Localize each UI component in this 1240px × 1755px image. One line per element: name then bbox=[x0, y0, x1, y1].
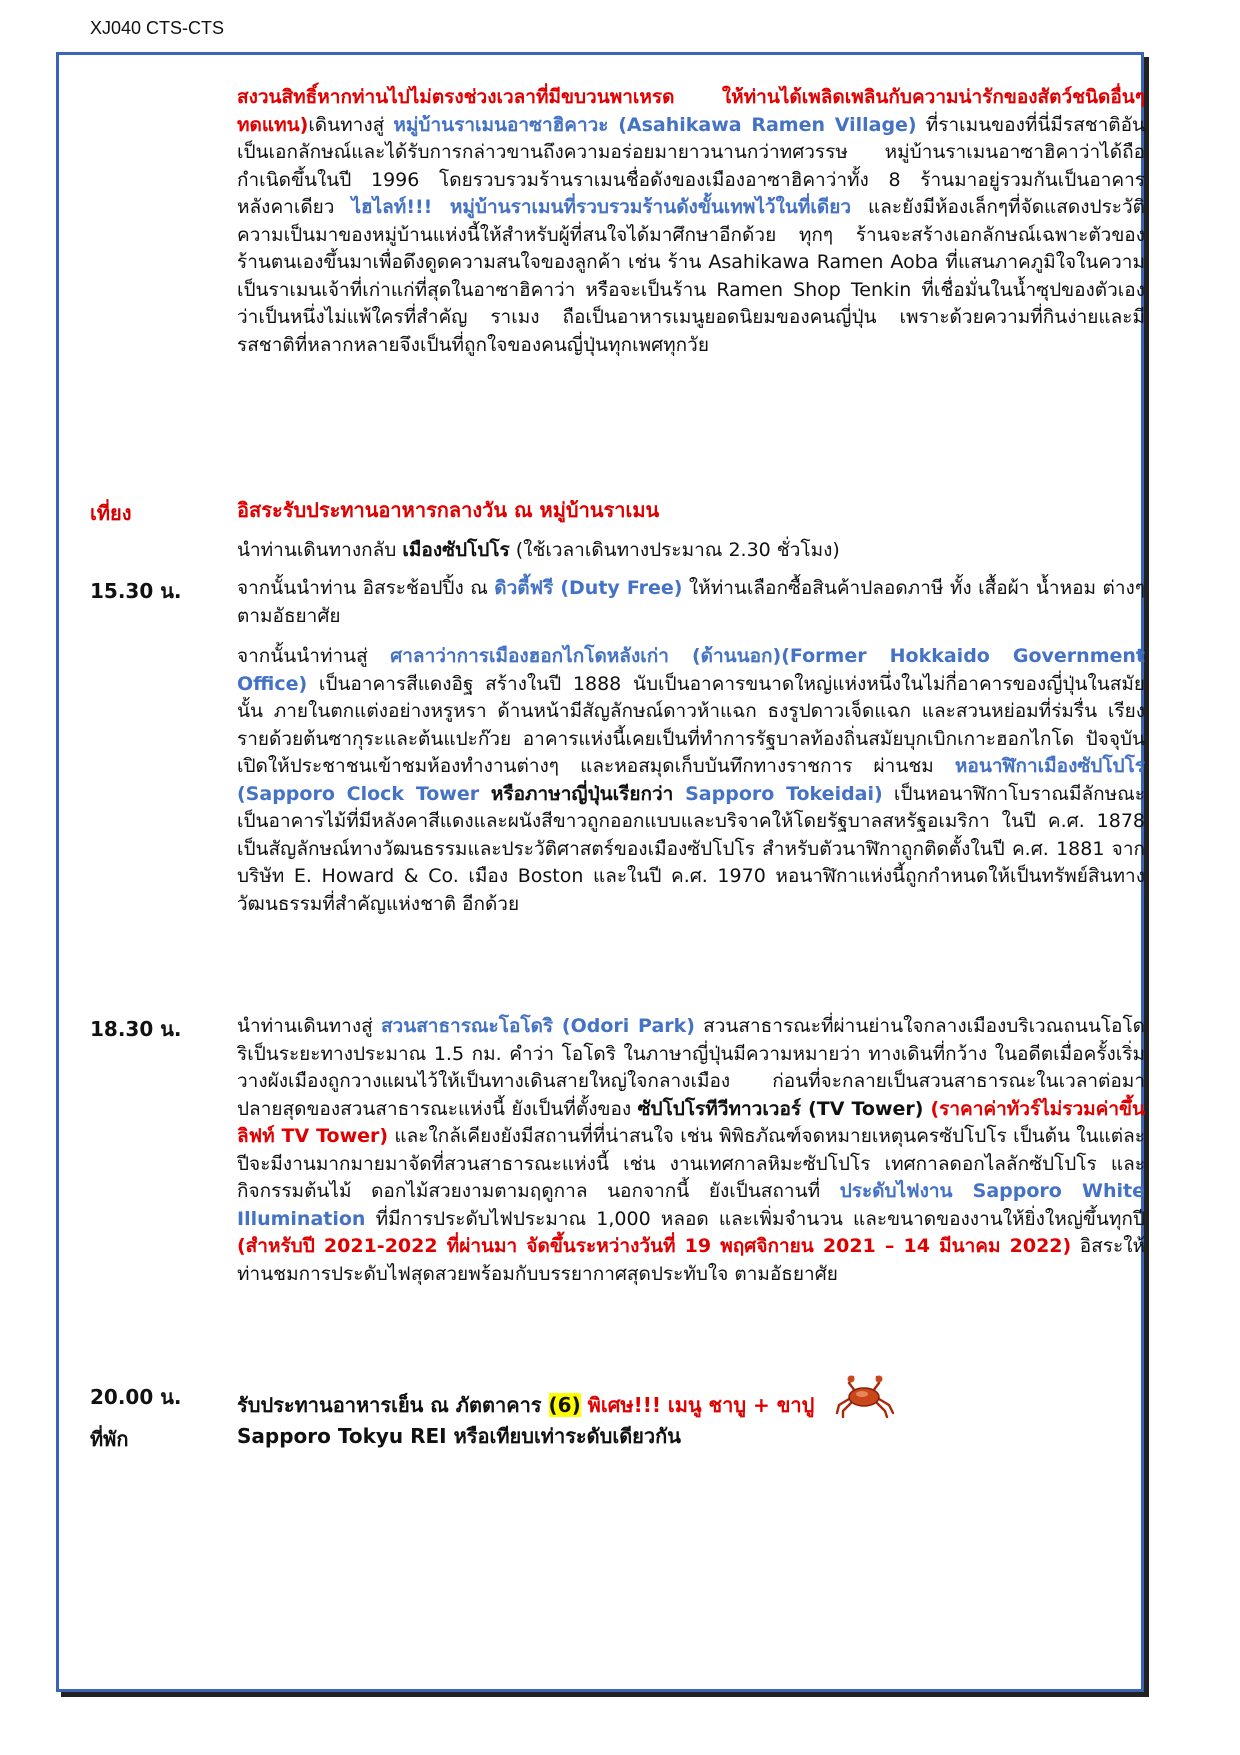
document-code: XJ040 CTS-CTS bbox=[90, 18, 225, 38]
tv-tower-note: (ราคาค่าทัวร์ไม่รวมค่าขึ้นลิฟท์ TV Tower) bbox=[237, 1097, 1146, 1147]
tokeidai-name: Sapporo Tokeidai) bbox=[685, 782, 883, 805]
return-city: เมืองซัปโปโร bbox=[402, 539, 510, 561]
illumination-date-note: (สำหรับปี 2021-2022 ที่ผ่านมา จัดขึ้นระหว่างวันที่ 19 พฤศจิกายน 2021 – 14 มีนาคม 2022) bbox=[237, 1235, 1072, 1257]
crab-icon bbox=[835, 1375, 895, 1427]
former-office-text bbox=[237, 643, 1145, 918]
clock-tower-para: เป็นหอนาฬิกาโบราณมีลักษณะเป็นอาคารไม้ที่มีหลังคาสีแดงและผนังสีขาวถูกออกแบบและบริจาคให้โดยรัฐบาลสหรัฐอเมริกา ในปี ค.ศ. 1878 เป็นสัญลักษณ์ทางวัฒนธรรมและประวัติศาสตร์ของเมืองซัปโปโร สำหรับตัวนาฬิกาถูกติดตั้งในปี ค.ศ. 1881 จากบริษัท E. Howard & Co. เมือง Boston และในปี ค.ศ. 1970 หอนาฬิกาแห่งนี้ถูกกำหนดให้เป็นทรัพย์สินทางวัฒนธรรมที่สำคัญแห่งชาติ อีกด้วย bbox=[237, 782, 1145, 915]
odori-park-name: สวนสาธารณะโอโดริ (Odori Park) bbox=[380, 1015, 695, 1037]
odori-para3: ที่มีการประดับไฟประมาณ 1,000 หลอด และเพิ่มจำนวน และขนาดของงานให้ยิ่งใหญ่ขึ้นทุกปี bbox=[365, 1207, 1145, 1230]
tv-tower-name: ซัปโปโรทีวีทาวเวอร์ (TV Tower) bbox=[637, 1097, 924, 1120]
return-pre: นำท่านเดินทางกลับ bbox=[237, 539, 403, 561]
odori-pre: นำท่านเดินทางสู่ bbox=[237, 1015, 381, 1037]
dinner-text bbox=[237, 1375, 1145, 1427]
dinner-special: พิเศษ!!! เมนู ชาบู + ขาปู bbox=[580, 1393, 815, 1418]
odori-para4: อิสระให้ท่านชมการประดับไฟสุดสวยพร้อมกับบรรยากาศสุดประทับใจ ตามอัธยาศัย bbox=[237, 1235, 1145, 1285]
travel-to: เดินทางสู่ bbox=[308, 113, 385, 136]
ramen-village-para2: และยังมีห้องเล็กๆที่จัดแสดงประวัติความเป็นมาของหมู่บ้านแห่งนี้ให้สำหรับผู้ที่สนใจได้มาศึกษาอีกด้วย ทุกๆ ร้านจะสร้างเอกลักษณ์เฉพาะตัวของร้านตนเองขึ้นมาเพื่อดึงดูดความสนใจของลูกค้า เช่น ร้าน Asahikawa Ramen Aoba ที่แสนภาคภูมิใจในความเป็นราเมนเจ้าที่เก่าแก่ที่สุดในอาซาฮิคาว่า หรือจะเป็นร้าน Ramen Shop Tenkin ที่เชื่อมั่นในน้ำซุปของตัวเองว่าเป็นหนึ่งไม่แพ้ใครที่สำคัญ ราเมง ถือเป็นอาหารเมนูยอดนิยมของคนญี่ปุ่น เพราะด้วยความที่กินง่ายและมีรสชาติที่หลากหลายจึงเป็นที่ถูกใจของคนญี่ปุ่นทุกเพศทุกวัย bbox=[237, 196, 1145, 356]
time-1830-label: 18.30 น. bbox=[90, 1017, 182, 1041]
illumination-name: ประดับไฟงาน Sapporo White Illumination bbox=[237, 1180, 1145, 1230]
parade-note: สงวนสิทธิ์หากท่านไปไม่ตรงช่วงเวลาที่มีขบวนพาเหรด ให้ท่านได้เพลิดเพลินกับความน่ารักของสัตว์ชนิดอื่นๆ ทดแทน) bbox=[237, 86, 1145, 136]
return-text bbox=[237, 537, 1145, 565]
meal-number: (6) bbox=[548, 1393, 581, 1418]
time-1530-label: 15.30 น. bbox=[90, 579, 182, 603]
hotel-label: ที่พัก bbox=[90, 1427, 129, 1451]
or-called: หรือภาษาญี่ปุ่นเรียกว่า bbox=[479, 782, 686, 805]
return-post: (ใช้เวลาเดินทางประมาณ 2.30 ชั่วโมง) bbox=[509, 539, 840, 561]
ramen-village-name: หมู่บ้านราเมนอาซาฮิคาวะ (Asahikawa Ramen Village) bbox=[393, 113, 917, 136]
ramen-highlight: ไฮไลท์!!! หมู่บ้านราเมนที่รวบรวมร้านดังขั้นเทพไว้ในที่เดียว bbox=[351, 196, 851, 218]
dinner-pre: รับประทานอาหารเย็น ณ ภัตตาคาร bbox=[237, 1393, 549, 1418]
lunch-text: อิสระรับประทานอาหารกลางวัน ณ หมู่บ้านราเมน bbox=[237, 498, 660, 522]
ramen-village-para1: ที่ราเมนของที่นี่มีรสชาติอันเป็นเอกลักษณ์และได้รับการกล่าวขานถึงความอร่อยมายาวนานกว่าทศวรรษ หมู่บ้านราเมนอาซาฮิคาว่าได้ถือกำเนิดขึ้นในปี 1996 โดยรวบรวมร้านราเมนชื่อดังของเมืองอาซาฮิคาว่าทั้ง 8 ร้านมาอยู่รวมกันเป็นอาคารหลังคาเดียว bbox=[237, 113, 1146, 218]
duty-free-pre: จากนั้นนำท่าน อิสระช้อปปิ้ง ณ bbox=[237, 577, 495, 599]
time-2000-label: 20.00 น. bbox=[90, 1385, 182, 1409]
former-office-name: ศาลาว่าการเมืองฮอกไกโดหลังเก่า (ด้านนอก)(Former Hokkaido Government Office) bbox=[237, 645, 1145, 695]
former-office-pre: จากนั้นนำท่านสู่ bbox=[237, 645, 391, 667]
former-office-para: เป็นอาคารสีแดงอิฐ สร้างในปี 1888 นับเป็นอาคารขนาดใหญ่แห่งหนึ่งในไม่กี่อาคารของญี่ปุ่นในสมัยนั้น ภายในตกแต่งอย่างหรูหรา ด้านหน้ามีสัญลักษณ์ดาวห้าแฉก ธงรูปดาวเจ็ดแฉก และสวนหย่อมที่ร่มรื่น เรียงรายด้วยต้นซากุระและต้นแปะก๊วย อาคารแห่งนี้เคยเป็นที่ทำการรัฐบาลท้องถิ่นสมัยบุกเบิกเกาะฮอกไกโด ปัจจุบันเปิดให้ประชาชนเข้าชมห้องทำงานต่างๆ และหอสมุดเก็บบันทึกทางราชการ ผ่านชม bbox=[237, 672, 1145, 777]
odori-para1: สวนสาธารณะที่ผ่านย่านใจกลางเมืองบริเวณถนนโอโดริเป็นระยะทางประมาณ 1.5 กม. คำว่า โอโดริ ในภาษาญี่ปุ่นมีความหมายว่า ทางเดินที่กว้าง ในอดีตเมื่อครั้งเริ่มวางผังเมืองถูกวางแผนไว้ให้เป็นทางเดินสายใหญ่ใจกลางเมือง ก่อนที่จะกลายเป็นสวนสาธารณะในเวลาต่อมา ปลายสุดของสวนสาธารณะแห่งนี้ ยังเป็นที่ตั้งของ bbox=[237, 1015, 1145, 1120]
time-1530-text bbox=[237, 575, 1145, 630]
ramen-village-text bbox=[237, 84, 1145, 359]
duty-free-post: ให้ท่านเลือกซื้อสินค้าปลอดภาษี ทั้ง เสื้อผ้า น้ำหอม ต่างๆ ตามอัธยาศัย bbox=[237, 577, 1145, 627]
odori-para2: และใกล้เคียงยังมีสถานที่ที่น่าสนใจ เช่น พิพิธภัณฑ์จดหมายเหตุนครซัปโปโร เป็นต้น ในแต่ละปีจะมีงานมากมายมาจัดที่สวนสาธารณะแห่งนี้ เช่น งานเทศกาลหิมะซัปโปโร เทศกาลดอกไลลักซัปโปโร และกิจกรรมต้นไม้ ดอกไม้สวยงามตามฤดูกาล นอกจากนี้ ยังเป็นสถานที่ bbox=[237, 1125, 1145, 1202]
time-1830-text bbox=[237, 1013, 1145, 1288]
hotel-text: Sapporo Tokyu REI หรือเทียบเท่าระดับเดียวกัน bbox=[237, 1424, 681, 1448]
duty-free-name: ดิวตี้ฟรี (Duty Free) bbox=[494, 577, 683, 599]
clock-tower-name: หอนาฬิกาเมืองซัปโปโร (Sapporo Clock Tower bbox=[237, 755, 1145, 805]
lunch-label: เที่ยง bbox=[90, 501, 132, 525]
